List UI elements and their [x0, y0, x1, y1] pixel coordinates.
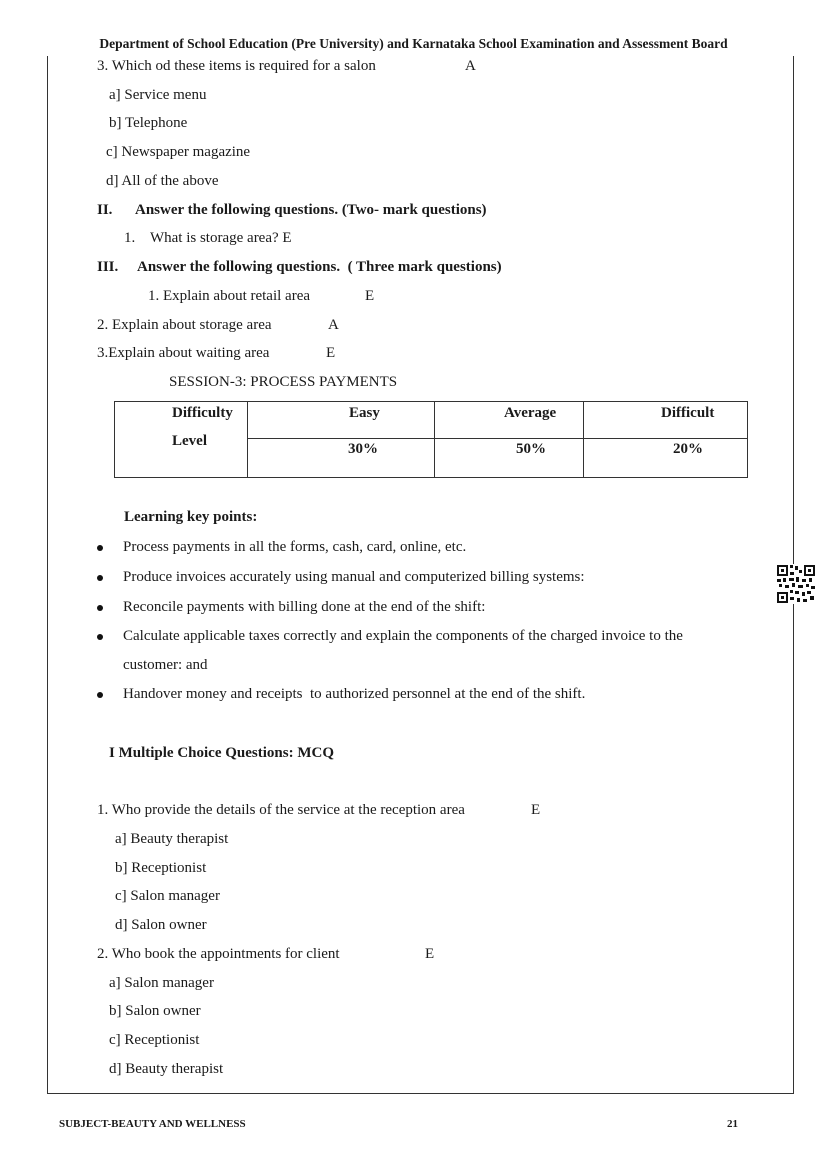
footer-page-number: 21	[727, 1118, 738, 1130]
q3-level: A	[465, 58, 476, 74]
mcq-q1-question: 1. Who provide the details of the service at the reception area	[97, 802, 465, 818]
section3-q1: 1. Explain about retail area	[148, 288, 311, 304]
mcq-q1-level: E	[531, 802, 541, 818]
section3-q2: 2. Explain about storage area	[97, 317, 272, 333]
column-header-average: Average	[435, 402, 584, 439]
section3-q3: 3.Explain about waiting area	[97, 345, 270, 361]
value-difficult: 20%	[584, 439, 748, 478]
mcq-q2-option-c: c] Receptionist	[109, 1032, 200, 1048]
learning-point-2: Produce invoices accurately using manual and computerized billing systems:	[123, 569, 585, 585]
mcq-q1-option-b: b] Receptionist	[115, 860, 207, 876]
mcq-q1-option-a: a] Beauty therapist	[115, 831, 229, 847]
mcq-heading: I Multiple Choice Questions: MCQ	[109, 745, 334, 761]
column-header-difficult: Difficult	[584, 402, 748, 439]
q3-option-d: d] All of the above	[106, 173, 219, 189]
qr-code-icon	[776, 564, 816, 604]
section3-q1-level: E	[365, 288, 375, 304]
value-easy: 30%	[248, 439, 435, 478]
footer-subject: SUBJECT-BEAUTY AND WELLNESS	[59, 1118, 246, 1130]
learning-point-3: Reconcile payments with billing done at the end of the shift:	[123, 599, 486, 615]
q3-option-b: b] Telephone	[109, 115, 188, 131]
mcq-q2-question: 2. Who book the appointments for client	[97, 946, 340, 962]
difficulty-table	[114, 401, 748, 478]
bullet-icon	[97, 605, 103, 611]
q3-option-c: c] Newspaper magazine	[106, 144, 251, 160]
learning-point-4: Calculate applicable taxes correctly and explain the components of the charged invoice to the	[123, 628, 683, 644]
bullet-icon	[97, 545, 103, 551]
mcq-q2-option-a: a] Salon manager	[109, 975, 214, 991]
mcq-q2-option-d: d] Beauty therapist	[109, 1061, 224, 1077]
bullet-icon	[97, 692, 103, 698]
section2-heading: Answer the following questions. (Two- mark questions)	[135, 202, 487, 218]
mcq-q2-option-b: b] Salon owner	[109, 1003, 201, 1019]
q3-option-a: a] Service menu	[109, 87, 207, 103]
bullet-icon	[97, 575, 103, 581]
mcq-q1-option-d: d] Salon owner	[115, 917, 207, 933]
column-header-easy: Easy	[248, 402, 435, 439]
section3-q2-level: A	[328, 317, 339, 333]
page-header: Department of School Education (Pre University) and Karnataka School Examination and Assessment Board	[99, 36, 728, 51]
difficulty-label-line1: Difficulty	[172, 405, 233, 421]
section3-numeral: III.	[97, 259, 119, 275]
learning-heading: Learning key points:	[124, 509, 258, 525]
mcq-q2-level: E	[425, 946, 435, 962]
learning-point-4-cont: customer: and	[123, 657, 208, 673]
learning-point-1: Process payments in all the forms, cash, card, online, etc.	[123, 539, 467, 555]
bullet-icon	[97, 634, 103, 640]
value-average: 50%	[435, 439, 584, 478]
section3-heading: Answer the following questions. ( Three mark questions)	[137, 259, 502, 275]
section2-numeral: II.	[97, 202, 113, 218]
learning-point-5: Handover money and receipts to authorized personnel at the end of the shift.	[123, 686, 586, 702]
difficulty-label-cell	[115, 402, 248, 478]
difficulty-label-line2: Level	[172, 433, 207, 449]
session-title: SESSION-3: PROCESS PAYMENTS	[169, 374, 398, 390]
q3-question: 3. Which od these items is required for a salon	[97, 58, 376, 74]
mcq-q1-option-c: c] Salon manager	[115, 888, 220, 904]
section2-question: 1. What is storage area? E	[124, 230, 292, 246]
section3-q3-level: E	[326, 345, 336, 361]
